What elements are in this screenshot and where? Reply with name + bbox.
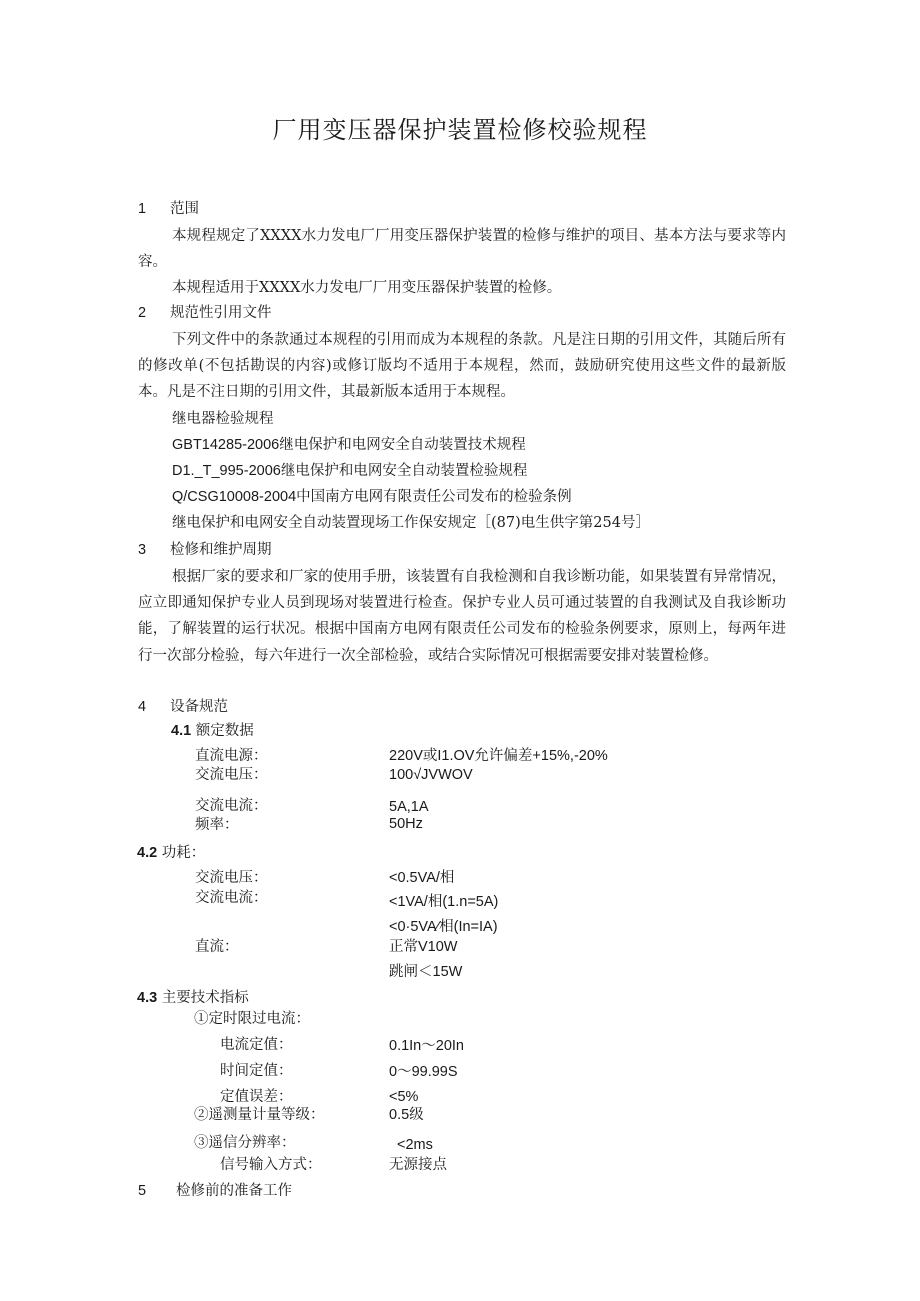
spec-value: 跳闸＜15W [389,964,463,980]
section-3-number: 3 [138,542,147,558]
spec-label: 直流电源： [195,748,268,764]
reference-item: 继电保护和电网安全自动装置现场工作保安规定［(87)电生供字第254号］ [172,515,650,531]
spec-label: ②遥测量计量等级： [194,1107,325,1123]
spec-label: ③遥信分辨率： [194,1135,296,1151]
spec-value: <0.5VA/相 [389,870,455,886]
reference-item: 继电器检验规程 [172,411,274,427]
section-1-number: 1 [138,201,147,217]
section-1-paragraph-1: 本规程规定了XXXX水力发电厂厂用变压器保护装置的检修与维护的项目、基本方法与要求等内容。 [138,228,786,271]
section-2-number: 2 [138,305,147,321]
spec-value: 无源接点 [389,1157,447,1173]
spec-label: 交流电压： [195,870,268,886]
section-3-heading: 检修和维护周期 [170,542,272,558]
section-2-heading: 规范性引用文件 [170,305,272,321]
spec-value: 50Hz [389,816,423,832]
spec-label: 电流定值： [220,1037,293,1053]
spec-value: 5A,1A [389,799,429,815]
spec-value: 100√JVWOV [389,767,473,783]
spec-label: 定值误差： [220,1089,293,1105]
section-1-heading: 范围 [170,201,199,217]
document-title: 厂用变压器保护装置检修校验规程 [272,116,648,144]
section-1-paragraph-2: 本规程适用于XXXX水力发电厂厂用变压器保护装置的检修。 [172,280,562,296]
subsection-4-2-heading: 4.2 功耗： [137,845,206,861]
spec-value: <1VA/相(1.n=5A) [389,894,499,910]
spec-label: 交流电流： [195,798,268,814]
spec-value: <2ms [397,1137,433,1153]
spec-label: 交流电流： [195,890,268,906]
section-4-number: 4 [138,699,147,715]
section-5-heading: 检修前的准备工作 [176,1183,292,1199]
section-4-heading: 设备规范 [170,699,228,715]
spec-label: 直流： [195,939,239,955]
spec-value: 0.1In～20In [389,1038,464,1054]
spec-value: 220V或I1.OV允许偏差+15%,-20% [389,748,608,764]
spec-value: 0～99.99S [389,1064,458,1080]
section-5-number: 5 [138,1183,147,1199]
spec-value: <5% [389,1089,419,1105]
spec-value: <0·5VA∕相(In=IA) [389,919,498,935]
spec-value: 0.5级 [389,1107,424,1123]
spec-value: 正常V10W [389,939,458,955]
spec-label: 信号输入方式： [220,1157,322,1173]
spec-item-heading: ①定时限过电流： [194,1011,310,1027]
reference-item: D1._T_995-2006继电保护和电网安全自动装置检验规程 [172,463,528,479]
section-3-paragraph-1: 根据厂家的要求和厂家的使用手册，该装置有自我检测和自我诊断功能，如果装置有异常情况，应立即通知保护专业人员到现场对装置进行检查。保护专业人员可通过装置的自我测试及自我诊断功能，了解装置的运行状况。根据中国南方电网有限责任公司发布的检验条例要求，原则上，每两年进行一次部分检验，每六年进行一次全部检验，或结合实际情况可根据需要安排对装置检修。 [138,569,786,664]
spec-label: 交流电压： [195,767,268,783]
section-2-paragraph-1: 下列文件中的条款通过本规程的引用而成为本规程的条款。凡是注日期的引用文件，其随后所有的修改单(不包括勘误的内容)或修订版均不适用于本规程，然而，鼓励研究使用这些文件的最新版本。凡是不注日期的引用文件，其最新版本适用于本规程。 [138,332,786,401]
spec-label: 时间定值： [220,1063,293,1079]
reference-item: GBT14285-2006继电保护和电网安全自动装置技术规程 [172,437,526,453]
subsection-4-1-heading: 4.1 额定数据 [171,723,254,739]
reference-item: Q/CSG10008-2004中国南方电网有限责任公司发布的检验条例 [172,489,572,505]
spec-label: 频率： [195,817,239,833]
subsection-4-3-heading: 4.3 主要技术指标 [137,990,249,1006]
